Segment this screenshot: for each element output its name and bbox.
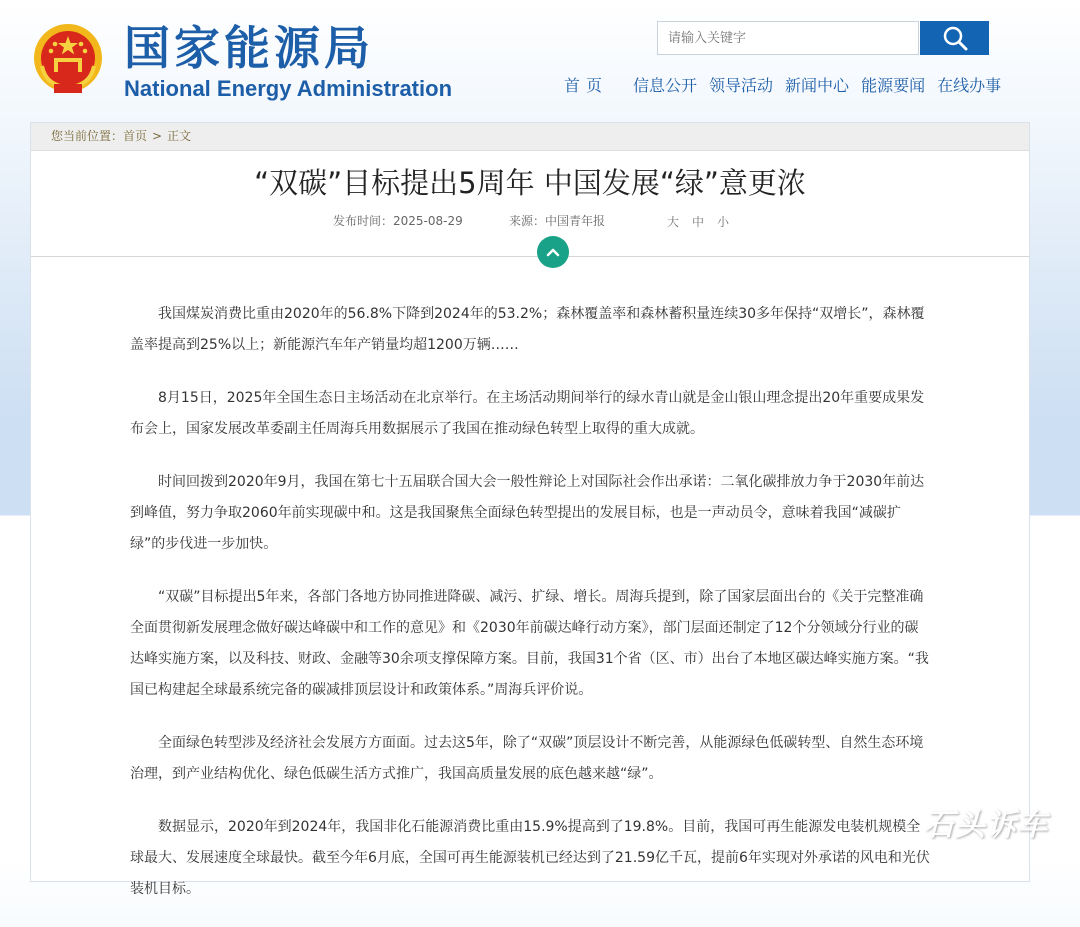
main-nav	[564, 76, 1013, 96]
article-source	[509, 213, 605, 229]
article-paragraph: 我国煤炭消费比重由2020年的56.8%下降到2024年的53.2%；森林覆盖率和森林蓄积量连续30多年保持“双增长”，森林覆盖率提高到25%以上；新能源汽车年产销量均超1200万辆……	[130, 306, 925, 353]
divider	[31, 256, 1029, 257]
national-emblem-icon	[32, 22, 104, 98]
nav-news-center[interactable]: 新闻中心	[785, 76, 850, 95]
site-name-en[interactable]: National Energy Administration	[124, 76, 453, 101]
article-paragraph: 全面绿色转型涉及经济社会发展方方面面。过去这5年，除了“双碳”顶层设计不断完善，从能源绿色低碳转型、自然生态环境治理，到产业结构优化、绿色低碳生活方式推广，我国高质量发展的底色越来越“绿”。	[130, 735, 924, 782]
search-button[interactable]	[920, 21, 989, 55]
source-value: 中国青年报	[545, 214, 606, 228]
nav-home[interactable]: 首页	[564, 76, 609, 95]
nav-online-services[interactable]: 在线办事	[937, 76, 1002, 95]
breadcrumb-bar	[31, 123, 1029, 151]
font-size-small[interactable]: 小	[717, 215, 730, 229]
article-title: “双碳”目标提出5周年 中国发展“绿”意更浓	[254, 166, 806, 200]
breadcrumb-prefix: 您当前位置：	[51, 129, 124, 143]
nav-leadership[interactable]: 领导活动	[709, 76, 774, 95]
nav-energy-news[interactable]: 能源要闻	[861, 76, 926, 95]
breadcrumb-home-link[interactable]: 首页	[123, 129, 148, 143]
article-paragraph: 8月15日，2025年全国生态日主场活动在北京举行。在主场活动期间举行的绿水青山就是金山银山理念提出20年重要成果发布会上，国家发展改革委副主任周海兵用数据展示了我国在推动绿色转型上取得的重大成就。	[130, 390, 925, 437]
publish-date	[333, 213, 463, 229]
font-size-switcher	[667, 213, 742, 230]
article-panel	[30, 122, 1030, 897]
source-label: 来源：	[509, 214, 546, 228]
font-size-large[interactable]: 大	[667, 215, 680, 229]
article-paragraph: “双碳”目标提出5年来，各部门各地方协同推进降碳、减污、扩绿、增长。周海兵提到，除了国家层面出台的《关于完整准确全面贯彻新发展理念做好碳达峰碳中和工作的意见》和《2030年前碳达峰行动方案》，部门层面还制定了12个分领域分行业的碳达峰实施方案，以及科技、财政、金融等30余项支撑保障方案。目前，我国31个省（区、市）出台了本地区碳达峰实施方案。“我国已构建起全球最系统完备的碳减排顶层设计和政策体系。”周海兵评价说。	[130, 589, 929, 698]
chevron-up-icon	[546, 247, 560, 257]
search-icon	[942, 25, 968, 51]
watermark: 石头诉车	[924, 808, 1048, 843]
search-input[interactable]	[657, 21, 919, 55]
breadcrumb-current[interactable]: 正文	[167, 129, 192, 143]
nav-info-disclosure[interactable]: 信息公开	[633, 76, 698, 95]
site-name-cn[interactable]: 国家能源局	[124, 21, 374, 75]
font-size-medium[interactable]: 中	[692, 215, 705, 229]
publish-date-label: 发布时间：	[333, 214, 394, 228]
article-paragraph: 时间回拨到2020年9月，我国在第七十五届联合国大会一般性辩论上对国际社会作出承诺：二氧化碳排放力争于2030年前达到峰值，努力争取2060年前实现碳中和。这是我国聚焦全面绿色转型提出的发展目标，也是一声动员令，意味着我国“减碳扩绿”的步伐进一步加快。	[130, 474, 925, 552]
breadcrumb	[51, 123, 191, 150]
article-body	[130, 299, 930, 927]
collapse-toggle-button[interactable]	[537, 236, 569, 268]
publish-date-value: 2025-08-29	[393, 214, 463, 228]
breadcrumb-separator: >	[152, 129, 163, 143]
article-paragraph: 数据显示，2020年到2024年，我国非化石能源消费比重由15.9%提高到了19.8%。目前，我国可再生能源发电装机规模全球最大、发展速度全球最快。截至今年6月底，全国可再生能源装机已经达到了21.59亿千瓦，提前6年实现对外承诺的风电和光伏装机目标。	[130, 819, 930, 897]
